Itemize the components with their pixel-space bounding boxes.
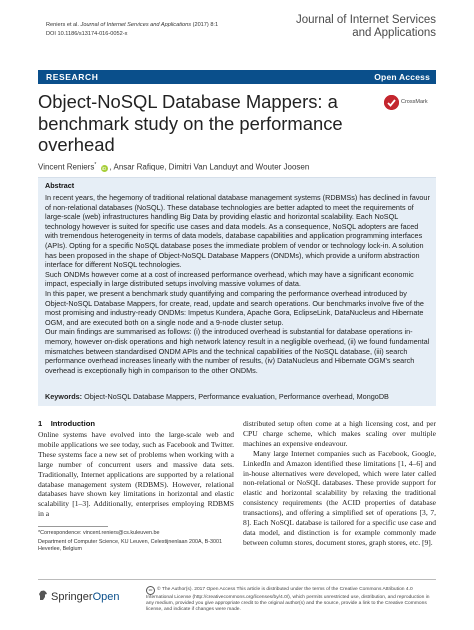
abstract-paragraph: In this paper, we present a benchmark study quantifying and comparing the performance overhead introduced by Object-NoSQL Database Mappers, for create, read, update and search operations. Our benchmarks involve five of the most promising and industry-ready ONDMs: Impetus Kundera, Apache Gora, EclipseLink, DataNucleus and Hibernate OGM, and are executed both on a single node and a 9-node cluster setup. bbox=[45, 288, 424, 327]
license-text: © The Author(s). 2017 Open Access This article is distributed under the terms of the Creative Commons Attribution 4.0 International License (http://creativecommons.org/licenses/by/4.0/), which permits unrestricted use, distribution, and reproduction in any medium, provided you give appropriate credit to the original author(s) and the source, provide a link to the Creative Commons license, and indicate if changes were made. bbox=[146, 587, 430, 613]
body-paragraph: Online systems have evolved into the large-scale web and mobile applications we see today, such as Facebook and Twitter. These systems face a new set of problems when working with a large number of concurrent users and massive data sets. Traditionally, Internet applications are supported by a relational database management system (RDBMS). However, relational databases have shown key limitations in horizontal and elastic scalability [1–3]. Additionally, enterprises employing RDBMS in a bbox=[38, 430, 234, 519]
springer-open-logo[interactable] bbox=[38, 590, 120, 603]
orcid-icon[interactable]: iD bbox=[101, 165, 107, 171]
correspondence-note[interactable]: *Correspondence: vincent.reniers@cs.kuleuven.be bbox=[38, 530, 160, 536]
abstract-body bbox=[45, 193, 431, 375]
keywords-value: Object-NoSQL Database Mappers, Performance evaluation, Performance overhead, MongoDB bbox=[84, 392, 389, 401]
journal-name bbox=[296, 14, 436, 40]
abstract-paragraph: Our main findings are summarised as follows: (i) the introduced overhead is substantial for database operations in-memory, however on-disk operations and high network latency result in a negligible overhead, (ii) we found fundamental mismatches between standardised ONDM APIs and the technical capabilities of the NoSQL database, (iii) search performance overhead increases linearly with the number of results, (iv) DataNucleus and Hibernate OGM's search overhead is exceptionally high in comparison to the other ONDMs. bbox=[45, 327, 430, 375]
open-access-label[interactable]: Open Access bbox=[374, 72, 430, 82]
open-wordmark: Open bbox=[92, 591, 120, 603]
paper-title: Object-NoSQL Database Mappers: a benchmark study on the performance overhead bbox=[38, 91, 343, 155]
section-number: 1 bbox=[38, 419, 43, 428]
abstract-paragraph: Such ONDMs however come at a cost of increased performance overhead, which may have a significant economic impact, especially in large distributed setups involving massive volumes of data. bbox=[45, 269, 414, 289]
citation-doi: DOI 10.1186/s13174-016-0052-x bbox=[46, 31, 128, 37]
springer-wordmark: Springer bbox=[51, 591, 93, 603]
crossmark-label: CrossMark bbox=[401, 99, 428, 105]
keywords-line bbox=[45, 392, 389, 401]
springer-horse-icon bbox=[38, 590, 48, 601]
keywords-label: Keywords: bbox=[45, 392, 83, 401]
citation-year-volume: (2017) 8:1 bbox=[192, 22, 219, 28]
section-title: Introduction bbox=[50, 419, 95, 428]
article-type-label: RESEARCH bbox=[46, 72, 99, 82]
crossmark-icon bbox=[384, 95, 399, 110]
license-notice bbox=[146, 586, 436, 614]
author-first[interactable]: Vincent Reniers bbox=[38, 162, 95, 172]
affiliation-line-2: Heverlee, Belgium bbox=[38, 546, 83, 552]
citation-journal: Journal of Internet Services and Applications bbox=[80, 22, 192, 28]
journal-name-line-1: Journal of Internet Services bbox=[296, 14, 436, 26]
crossmark-badge[interactable] bbox=[384, 93, 428, 115]
affiliation-note bbox=[38, 539, 234, 553]
footnote-divider bbox=[38, 526, 108, 527]
author-list bbox=[38, 162, 309, 172]
left-column-body bbox=[38, 430, 234, 519]
body-paragraph: distributed setup often come at a high licensing cost, and per CPU charge scheme, which makes scaling over multiple machines an expensive endeavour. bbox=[243, 419, 436, 448]
abstract-heading: Abstract bbox=[45, 181, 75, 190]
bottom-divider bbox=[38, 579, 436, 580]
abstract-paragraph: In recent years, the hegemony of traditional relational database management systems (RDBMSs) has declined in favour of non-relational databases (NoSQL). These database technologies are better adapted to meet the requirements of large-scale (web) infrastructures handling Big Data by providing elastic and horizontal scalability. Each NoSQL technology however is suited for specific use cases and data models. As a consequence, NoSQL adopters are faced with tremendous heterogeneity in terms of data models, database capabilities and application programming interfaces (APIs). Opting for a specific NoSQL database poses the immediate problem of vendor or technology lock-in. A solution has been proposed in the shape of Object-NoSQL Database Mappers (ONDMs), which provide a uniform abstraction interface for different NoSQL technologies. bbox=[45, 193, 430, 270]
article-type-banner bbox=[38, 70, 436, 84]
right-column-body bbox=[243, 419, 436, 548]
citation-line-1 bbox=[46, 22, 218, 28]
author-corresponding-mark: * bbox=[94, 162, 97, 168]
affiliation-line-1: Department of Computer Science, KU Leuven, Celestijnenlaan 200A, B-3001 bbox=[38, 539, 222, 545]
footnote bbox=[38, 530, 234, 555]
citation-authors: Reniers et al. bbox=[46, 22, 79, 28]
section-heading bbox=[38, 419, 234, 428]
journal-name-line-2: and Applications bbox=[352, 27, 436, 39]
creative-commons-icon: cc bbox=[146, 586, 155, 595]
body-paragraph: Many large Internet companies such as Facebook, Google, LinkedIn and Amazon identified these limitations [1, 4–6] and in-house alternatives were developed, which were later called non-relational or NoSQL databases. These provide support for elastic and horizontal scalability by relaxing the traditional consistency requirements (the ACID properties of database transactions), and offering a simplified set of operations [3, 7, 8]. Each NoSQL database is tailored for a specific use case and data model, and distinction is for example commonly made between column stores, document stores, graph stores, etc. [9]. bbox=[243, 448, 436, 547]
author-rest: , Ansar Rafique, Dimitri Van Landuyt and Wouter Joosen bbox=[109, 162, 310, 172]
